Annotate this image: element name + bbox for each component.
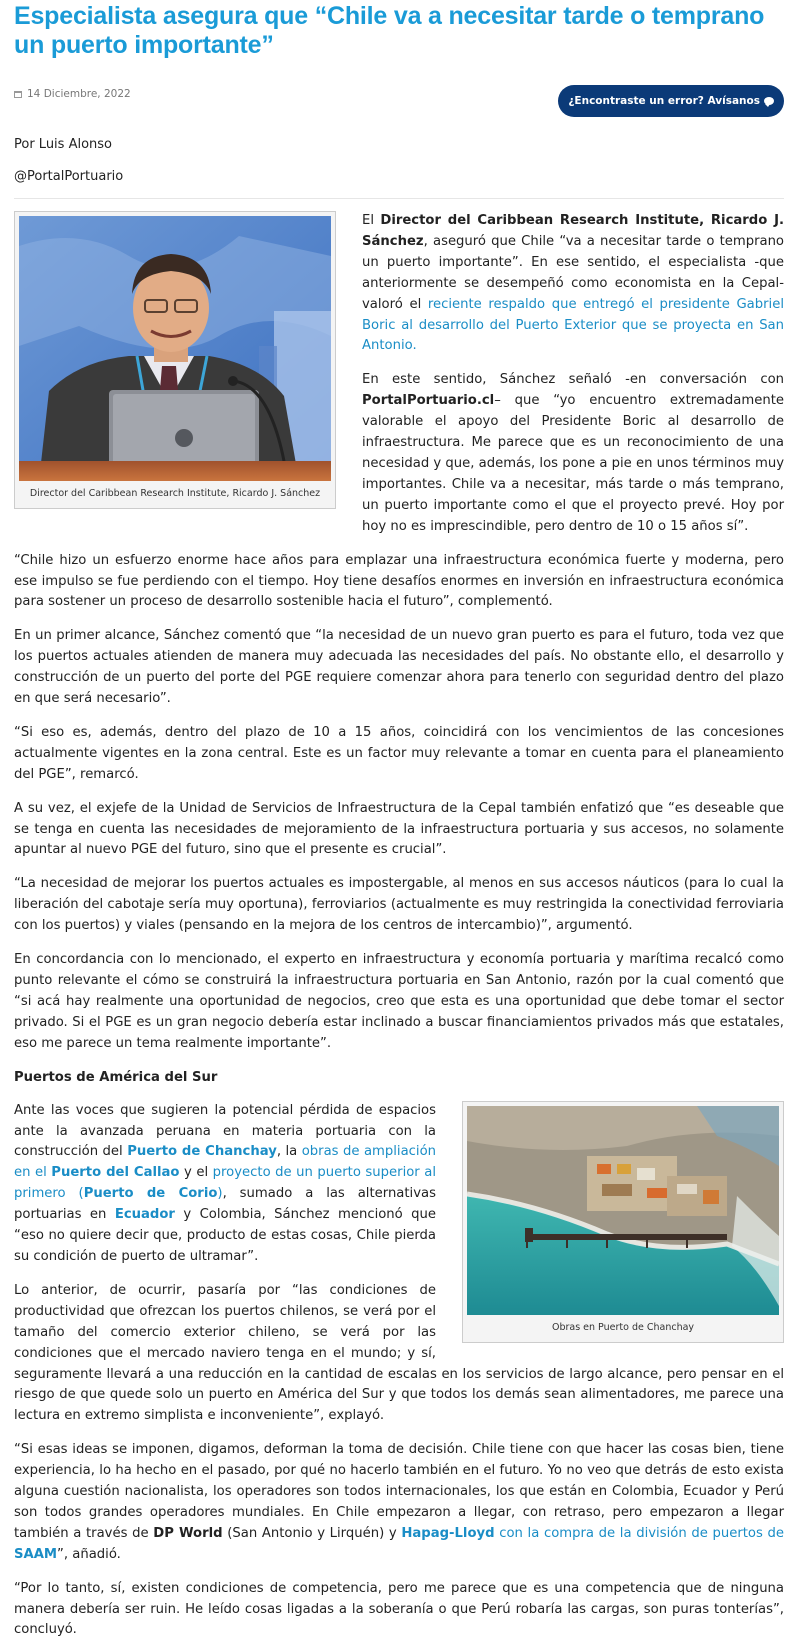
- author-handle: @PortalPortuario: [14, 169, 124, 184]
- link-puerto-chanchay[interactable]: Puerto de Chanchay: [127, 1144, 277, 1160]
- paragraph-12: “Por lo tanto, sí, existen condiciones de competencia, pero me parece que es una competencia que de ninguna manera debería ser ruin. He leído cosas ligadas a la soberanía o que Perú robaría las cargas, son puras tonterías”, concluyó.: [14, 1580, 784, 1638]
- laptop-logo-icon: [175, 429, 193, 447]
- calendar-icon: [14, 91, 22, 98]
- link-ecuador[interactable]: Ecuador: [114, 1207, 175, 1223]
- paragraph-6: A su vez, el exjefe de la Unidad de Servicios de Infraestructura de la Cepal también enfatizó que “es deseable que se tenga en cuenta las necesidades de mejoramiento de la infraestructura portuaria y sus accesos, no solamente apuntar al nuevo PGE del futuro, sino que el presente es crucial”.: [14, 800, 784, 858]
- section-heading: Puertos de América del Sur: [14, 1069, 218, 1085]
- date-text: 14 Diciembre, 2022: [27, 88, 131, 100]
- figure-director: [14, 211, 336, 509]
- article-title: Especialista asegura que “Chile va a necesitar tarde o temprano un puerto importante”: [14, 2, 765, 59]
- publish-date: [14, 88, 131, 100]
- paragraph-8: En concordancia con lo mencionado, el experto en infraestructura y economía portuaria y marítima recalcó como punto relevante el cómo se construirá la infraestructura portuaria en San Antonio, razón por la cual comentó que “si acá hay realmente una oportunidad de negocios, creo que esta es una oportunidad que debe tomar el sector privado. Si el PGE es un gran negocio debería estar inclinado a buscar financiamientos privados más que estatales, eso me parece un tema realmente importante”.: [14, 952, 784, 1051]
- report-error-button[interactable]: [558, 85, 784, 117]
- figure-caption: Director del Caribbean Research Institute, Ricardo J. Sánchez: [29, 488, 321, 499]
- link-boric-support[interactable]: reciente respaldo que entregó el presidente Gabriel Boric al desarrollo del Puerto Exterior que se proyecta en San Antonio.: [362, 296, 784, 354]
- paragraph-11: “Si esas ideas se imponen, digamos, deforman la toma de decisión. Chile tiene con que hacer las cosas bien, tiene experiencia, lo ha hecho en el pasado, por qué no hacerlo también en el futuro. Yo no veo que detrás de esto exista alguna cuestión nacionalista, los operadores son todos internacionales, los que están en Colombia, Ecuador y Perú son todos grandes operadores mundiales. En Chile empezaron a llegar, con retraso, pero empezaron a llegar también a través de DP World (San Antonio y Lirquén) y Hapag-Lloyd con la compra de la división de puertos de SAAM”, añadió.: [14, 1442, 784, 1562]
- paragraph-10: Lo anterior, de ocurrir, pasaría por “las condiciones de productividad que ofrezcan los puertos chilenos, se verá por el tamaño del comercio exterior chileno, se verá por las condiciones que el mercado naviero tenga en el mundo; y sí, seguramente llevará a una reducción en la cantidad de escalas en los servicios de largo alcance, pero pensar en el riesgo de que quede solo un puerto en América del Sur y que todos los demás sean alimentadores, me parece una lectura en extremo simplista e inconveniente”, explayó.: [14, 1282, 784, 1424]
- author: Por Luis Alonso: [14, 137, 113, 152]
- paragraph-9: Ante las voces que sugieren la potencial pérdida de espacios ante la avanzada peruana en materia portuaria con la construcción del Puerto de Chanchay, la obras de ampliación en el Puerto del Callao y el proyecto de un puerto superior al primero (Puerto de Corio), sumado a las alternativas portuarias en Ecuador y Colombia, Sánchez mencionó que “eso no quiere decir que, producto de estas cosas, Chile pierda su condición de puerto de ultramar”.: [14, 1102, 437, 1264]
- paragraph-1: El Director del Caribbean Research Institute, Ricardo J. Sánchez, aseguró que Chile “va a necesitar tarde o temprano un puerto importante”. En ese sentido, el especialista -que anteriormente se desempeñó como economista en la Cepal- valoró el reciente respaldo que entregó el presidente Gabriel Boric al desarrollo del Puerto Exterior que se proyecta en San Antonio.: [362, 213, 784, 354]
- paragraph-3: “Chile hizo un esfuerzo enorme hace años para emplazar una infraestructura económica fuerte y moderna, pero ese impulso se fue perdiendo con el tiempo. Hoy tiene desafíos enormes en inversión en infraestructura económica para sostener un proceso de desarrollo sostenible hacia el futuro”, complementó.: [14, 552, 784, 610]
- paragraph-5: “Si eso es, además, dentro del plazo de 10 a 15 años, coincidirá con los vencimientos de las concesiones actualmente vigentes en la zona central. Este es un factor muy relevante a tomar en cuenta para el planeamiento del PGE”, remarcó.: [14, 724, 784, 782]
- chanchay-photo: [467, 1106, 779, 1315]
- report-error-label: ¿Encontraste un error? Avísanos: [568, 95, 760, 107]
- link-saam-purchase[interactable]: con la compra de la división de puertos de SAAM: [14, 1525, 784, 1562]
- director-photo: [19, 216, 331, 481]
- divider: [14, 198, 784, 199]
- paragraph-4: En un primer alcance, Sánchez comentó que “la necesidad de un nuevo gran puerto es para el futuro, toda vez que los puertos actuales atienden de manera muy adecuada las necesidades del país. No obstante ello, el desarrollo y construcción de un puerto del porte del PGE requiere comenzar ahora para tenerlo con seguridad dentro del plazo en que será necesario”.: [14, 628, 784, 707]
- link-hapag-lloyd[interactable]: Hapag-Lloyd: [401, 1525, 495, 1541]
- figure-caption: Obras en Puerto de Chanchay: [551, 1321, 695, 1333]
- article-meta: [14, 60, 784, 130]
- link-ampliacion-callao[interactable]: obras de ampliación en el Puerto del Callao: [14, 1144, 437, 1181]
- link-puerto-corio[interactable]: proyecto de un puerto superior al primero (Puerto de Corio): [14, 1165, 436, 1202]
- paragraph-7: “La necesidad de mejorar los puertos actuales es impostergable, al menos en sus accesos náuticos (para lo cual la liberación del cabotaje sería muy oportuna), ferroviarios (actualmente es muy restringida la conectividad ferroviaria con los puertos) y viales (pensando en la mejora de los centros de intercambio)”, argumentó.: [14, 876, 784, 934]
- paragraph-2: En este sentido, Sánchez señaló -en conversación con PortalPortuario.cl– que “yo encuentro extremadamente valorable el apoyo del Presidente Boric al desarrollo de infraestructura. Me parece que es un reconocimiento de una necesidad y que, además, los pone a pie en unos términos muy importantes. Chile va a necesitar, más tarde o más temprano, un puerto importante como el que el proyecto prevé. Hoy por hoy no es imprescindible, pero dentro de 10 o 15 años sí”.: [362, 372, 784, 534]
- chat-bubble-icon: [764, 97, 774, 105]
- figure-chanchay: [462, 1101, 784, 1343]
